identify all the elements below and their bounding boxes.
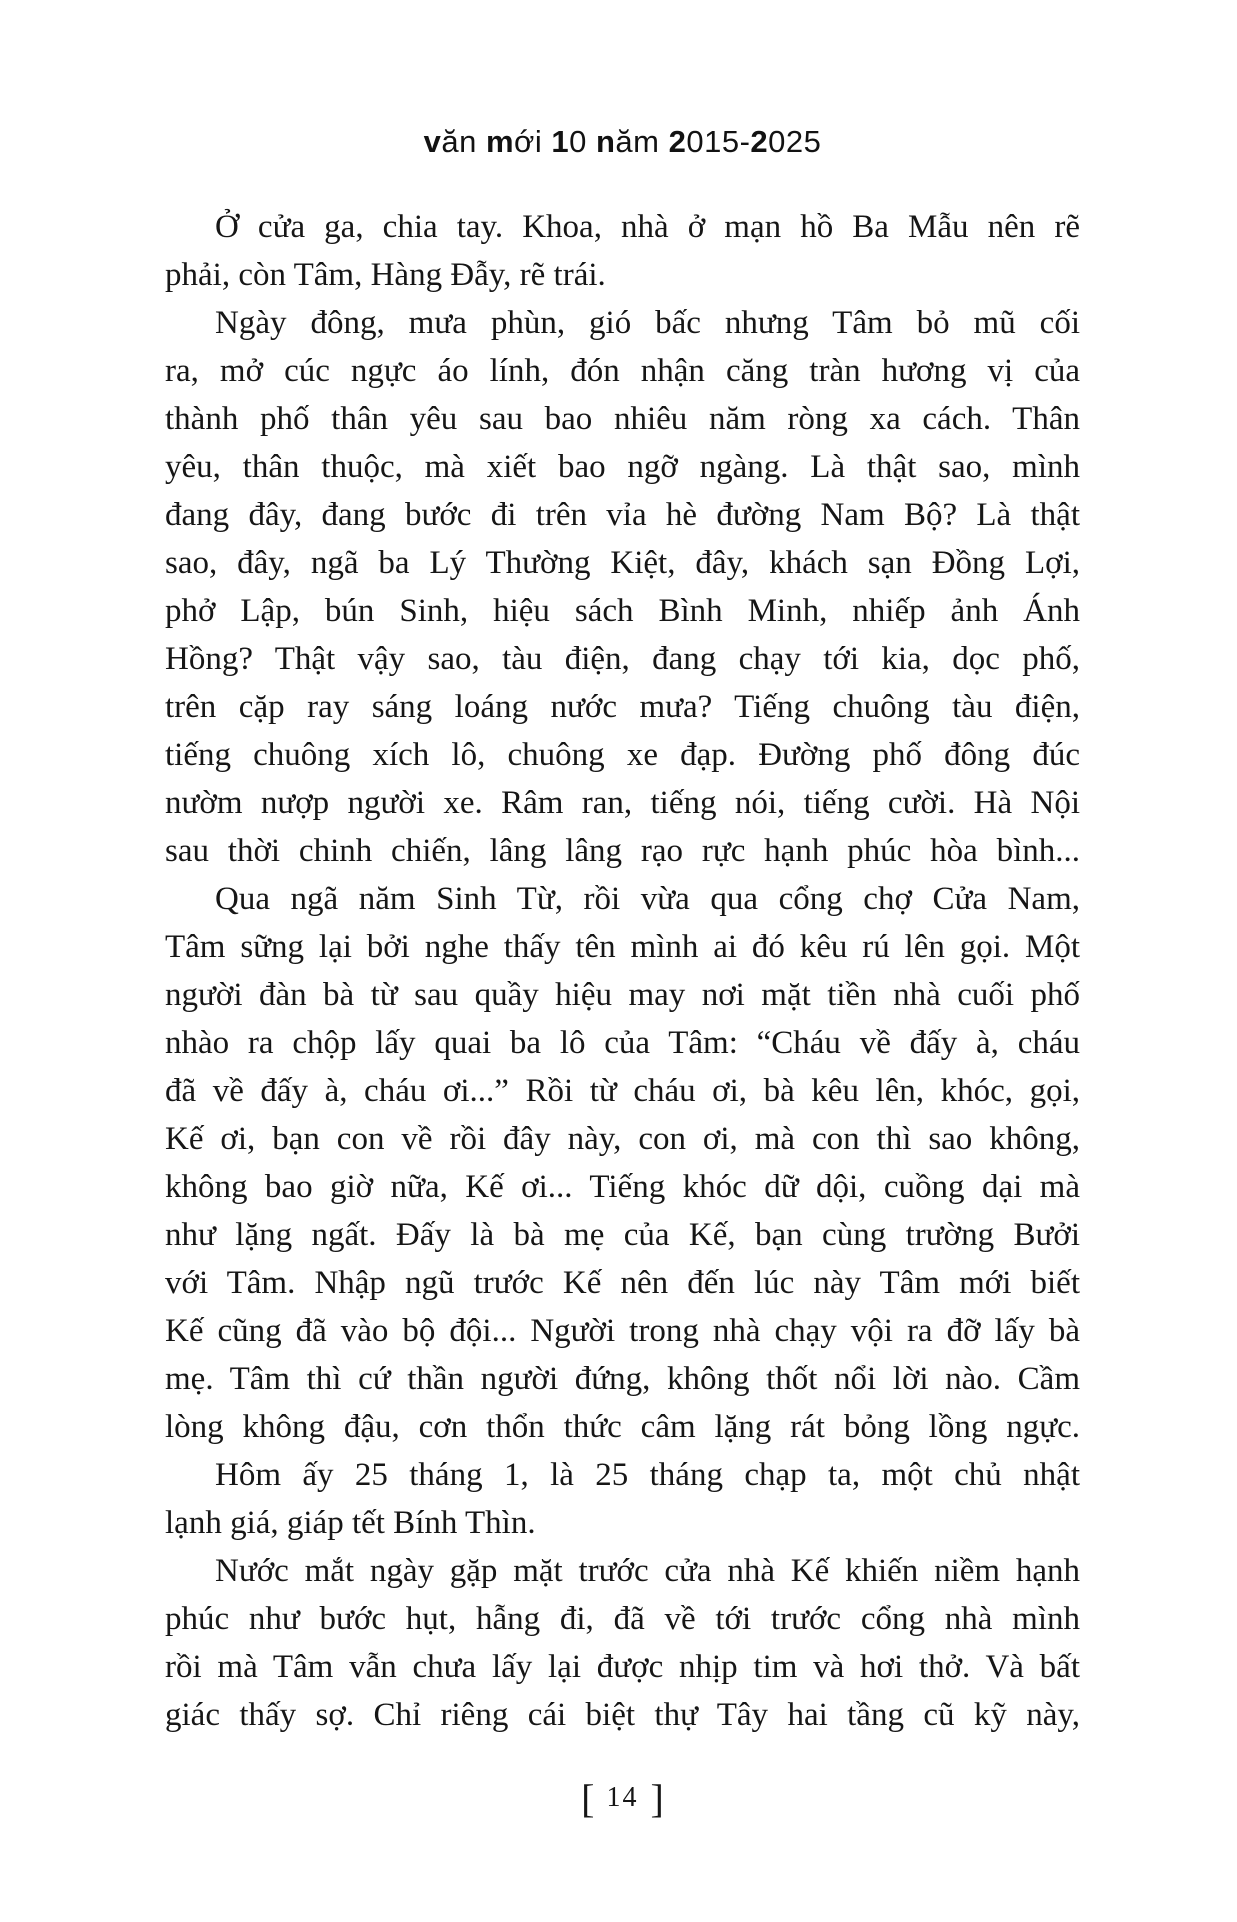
running-head-segment: ới — [514, 124, 552, 159]
text-line: Hồng? Thật vậy sao, tàu điện, đang chạy tới kia, dọc phố, — [165, 641, 1080, 677]
text-line: như lặng ngất. Đấy là bà mẹ của Kế, bạn cùng trường Bưởi — [165, 1217, 1080, 1253]
text-line: Kế cũng đã vào bộ đội... Người trong nhà chạy vội ra đỡ lấy bà — [165, 1313, 1080, 1349]
text-line: Tâm sững lại bởi nghe thấy tên mình ai đó kêu rú lên gọi. Một — [165, 929, 1080, 965]
running-head-segment: ăn — [441, 124, 486, 159]
text-line: người đàn bà từ sau quầy hiệu may nơi mặt tiền nhà cuối phố — [165, 977, 1080, 1013]
paragraph — [165, 875, 1080, 1451]
running-head-segment: m — [485, 124, 515, 159]
paragraph — [165, 1451, 1080, 1547]
running-head-segment: n — [595, 124, 616, 159]
text-line: phở Lập, bún Sinh, hiệu sách Bình Minh, nhiếp ảnh Ánh — [165, 593, 1080, 629]
text-line: Nước mắt ngày gặp mặt trước cửa nhà Kế khiến niềm hạnh — [215, 1553, 1080, 1589]
running-head-segment: 2 — [750, 124, 769, 159]
text-line: không bao giờ nữa, Kế ơi... Tiếng khóc dữ dội, cuồng dại mà — [165, 1169, 1080, 1205]
text-line: phúc như bước hụt, hẫng đi, đã về tới trước cổng nhà mình — [165, 1601, 1080, 1637]
text-line: nườm nượp người xe. Râm ran, tiếng nói, tiếng cười. Hà Nội — [165, 785, 1080, 821]
text-line: Hôm ấy 25 tháng 1, là 25 tháng chạp ta, một chủ nhật — [215, 1457, 1080, 1493]
running-head-title — [165, 124, 1080, 160]
text-line: Kế ơi, bạn con về rồi đây này, con ơi, mà con thì sao không, — [165, 1121, 1080, 1157]
page-number-close-bracket: ] — [650, 1776, 664, 1821]
body-text — [165, 203, 1080, 1739]
text-line: sau thời chinh chiến, lâng lâng rạo rực hạnh phúc hòa bình... — [165, 833, 1080, 869]
text-line: rồi mà Tâm vẫn chưa lấy lại được nhịp tim và hơi thở. Và bất — [165, 1649, 1080, 1685]
text-line: giác thấy sợ. Chỉ riêng cái biệt thự Tây hai tầng cũ kỹ này, — [165, 1697, 1080, 1733]
paragraph — [165, 1547, 1080, 1739]
running-head-segment: 2 — [668, 124, 687, 159]
paragraph — [165, 299, 1080, 875]
running-head-segment: ăm — [615, 124, 669, 159]
running-head-segment: 1 — [551, 124, 570, 159]
text-line: lòng không đậu, cơn thổn thức câm lặng rát bỏng lồng ngực. — [165, 1409, 1080, 1445]
text-line: nhào ra chộp lấy quai ba lô của Tâm: “Cháu về đấy à, cháu — [165, 1025, 1080, 1061]
running-head-segment: v — [423, 124, 442, 159]
page-number-value: 14 — [606, 1782, 639, 1813]
text-line: sao, đây, ngã ba Lý Thường Kiệt, đây, khách sạn Đồng Lợi, — [165, 545, 1080, 581]
text-line: phải, còn Tâm, Hàng Đẫy, rẽ trái. — [165, 257, 606, 293]
text-line: yêu, thân thuộc, mà xiết bao ngỡ ngàng. Là thật sao, mình — [165, 449, 1080, 485]
text-line: đã về đấy à, cháu ơi...” Rồi từ cháu ơi, bà kêu lên, khóc, gọi, — [165, 1073, 1080, 1109]
page-number-open-bracket: [ — [581, 1776, 595, 1821]
text-line: với Tâm. Nhập ngũ trước Kế nên đến lúc này Tâm mới biết — [165, 1265, 1080, 1301]
text-line: tiếng chuông xích lô, chuông xe đạp. Đường phố đông đúc — [165, 737, 1080, 773]
text-line: ra, mở cúc ngực áo lính, đón nhận căng tràn hương vị của — [165, 353, 1080, 389]
text-line: Ở cửa ga, chia tay. Khoa, nhà ở mạn hồ Ba Mẫu nên rẽ — [215, 209, 1080, 245]
page-number — [165, 1775, 1080, 1822]
text-line: đang đây, đang bước đi trên vỉa hè đường Nam Bộ? Là thật — [165, 497, 1080, 533]
paragraph — [165, 203, 1080, 299]
running-head-segment: 025 — [768, 124, 822, 159]
text-line: Ngày đông, mưa phùn, gió bấc nhưng Tâm bỏ mũ cối — [215, 305, 1080, 341]
text-line: thành phố thân yêu sau bao nhiêu năm ròng xa cách. Thân — [165, 401, 1080, 437]
running-head-segment: 0 — [569, 124, 596, 159]
text-line: trên cặp ray sáng loáng nước mưa? Tiếng chuông tàu điện, — [165, 689, 1080, 725]
text-line: lạnh giá, giáp tết Bính Thìn. — [165, 1505, 536, 1541]
text-line: mẹ. Tâm thì cứ thần người đứng, không thốt nổi lời nào. Cầm — [165, 1361, 1080, 1397]
running-head-segment: 015- — [686, 124, 751, 159]
text-line: Qua ngã năm Sinh Từ, rồi vừa qua cổng chợ Cửa Nam, — [215, 881, 1080, 917]
